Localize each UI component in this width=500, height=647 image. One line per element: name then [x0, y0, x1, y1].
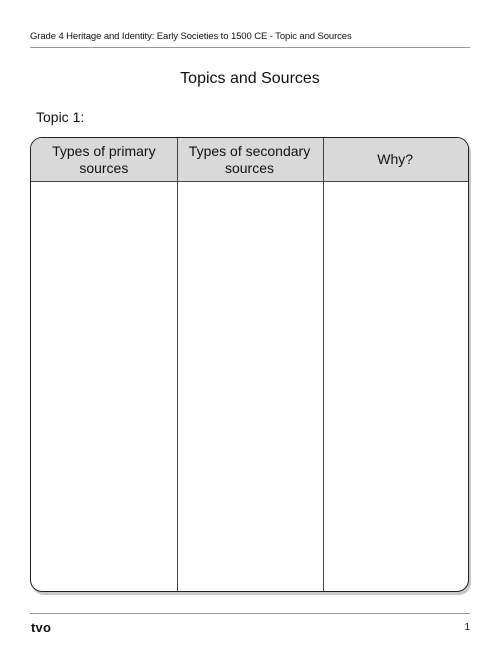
- why-cell[interactable]: [322, 182, 468, 591]
- column-header-secondary-sources: Types of secondary sources: [188, 142, 311, 176]
- table-header-row: [31, 138, 468, 182]
- sources-table: [30, 137, 469, 592]
- table-body-row: [31, 182, 468, 591]
- page-title: Topics and Sources: [180, 70, 320, 87]
- brand-logo: tvo: [31, 620, 52, 635]
- secondary-sources-cell[interactable]: [177, 182, 323, 591]
- document-header: Grade 4 Heritage and Identity: Early Societies to 1500 CE - Topic and Sources: [30, 31, 352, 42]
- page-number: 1: [464, 622, 470, 633]
- column-divider: [177, 138, 178, 591]
- column-header-why: Why?: [377, 151, 414, 167]
- column-divider: [323, 138, 324, 591]
- footer-divider: [30, 613, 470, 614]
- header-divider: [30, 47, 470, 48]
- column-header-primary-sources: Types of primary sources: [52, 142, 156, 176]
- topic-label: Topic 1:: [36, 109, 85, 125]
- primary-sources-cell[interactable]: [31, 182, 177, 591]
